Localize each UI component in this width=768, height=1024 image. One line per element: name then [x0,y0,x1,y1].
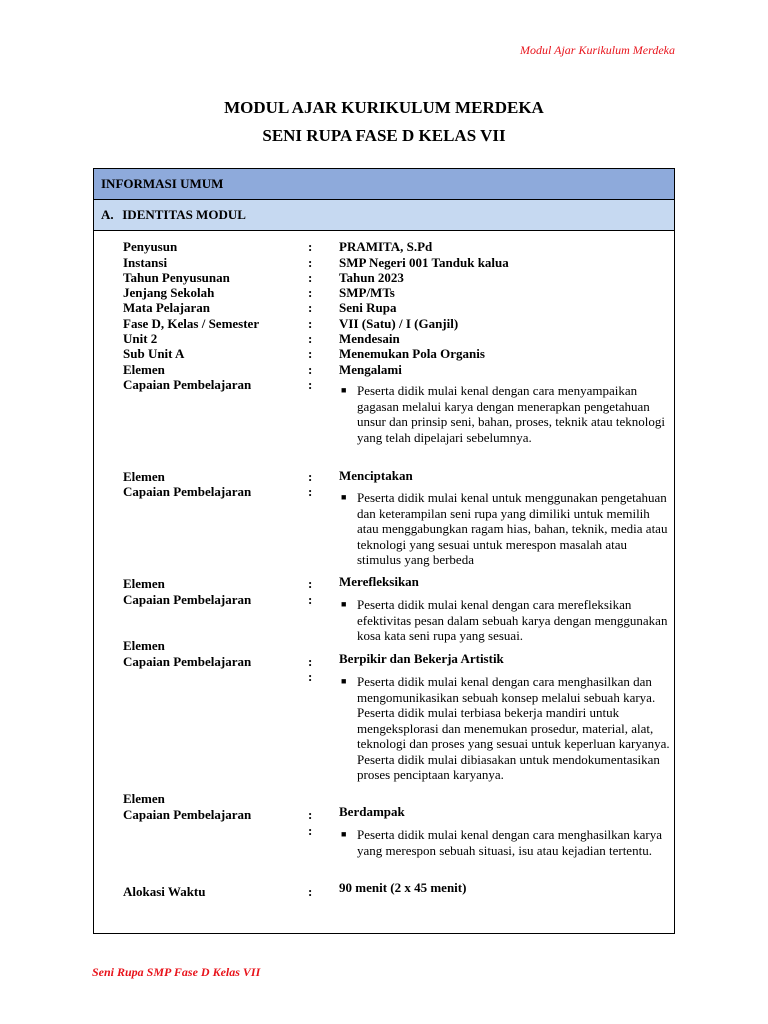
field-colon: : [308,592,313,607]
field-colon: : [308,484,313,499]
cp-label: Capaian Pembelajaran [123,592,252,607]
field-value: VII (Satu) / I (Ganjil) [339,316,459,331]
bullet-icon: ■ [341,492,347,502]
cp-label: Capaian Pembelajaran [123,377,252,392]
field-label: Jenjang Sekolah [123,285,215,300]
cp-text: Peserta didik mulai kenal dengan cara menyampaikan gagasan melalui karya dengan menerapkan pengetahuan unsur dan prinsip seni, bahan, proses, teknik atau teknologi yang telah dipelajari sebelumnya. [357,383,665,445]
section-module-identity [94,200,674,231]
field-value: Seni Rupa [339,300,397,315]
field-colon: : [308,239,313,254]
field-value: PRAMITA, S.Pd [339,239,433,254]
elemen-value: Berpikir dan Bekerja Artistik [339,651,504,666]
field-colon: : [308,669,313,684]
title-line-2: SENI RUPA FASE D KELAS VII [262,126,506,145]
elemen-label: Elemen [123,576,165,591]
document-title [0,94,768,150]
module-info-box [93,168,675,934]
field-label: Sub Unit A [123,346,185,361]
field-colon: : [308,255,313,270]
bullet-icon: ■ [341,385,347,395]
allocation-value: 90 menit (2 x 45 menit) [339,880,467,895]
elemen-value: Berdampak [339,804,405,819]
bullet-icon: ■ [341,676,347,686]
cp-text: Peserta didik mulai kenal dengan cara menghasilkan dan mengomunikasikan sebuah konsep melalui sebuah karya. Peserta didik mulai terbiasa bekerja mandiri untuk mengeksplorasi dan menemukan prosedur, material, alat, teknologi dan proses yang sesuai untuk keperluan karyanya. Peserta didik mulai dibiasakan untuk mendokumentasikan proses penciptaan karyanya. [357,674,670,782]
cp-label: Capaian Pembelajaran [123,484,252,499]
cp-bullet [339,827,674,858]
field-colon: : [308,469,313,484]
elemen-label: Elemen [123,362,165,377]
title-line-1: MODUL AJAR KURIKULUM MERDEKA [224,98,544,117]
field-colon: : [308,316,313,331]
bullet-icon: ■ [341,829,347,839]
field-label: Unit 2 [123,331,158,346]
section-general-info: INFORMASI UMUM [94,169,674,200]
field-label: Mata Pelajaran [123,300,211,315]
field-value: SMP Negeri 001 Tanduk kalua [339,255,509,270]
field-value: Menemukan Pola Organis [339,346,485,361]
section-label: IDENTITAS MODUL [122,207,246,222]
field-colon: : [308,807,313,822]
cp-bullet [339,597,674,644]
field-colon: : [308,346,313,361]
field-label: Fase D, Kelas / Semester [123,316,260,331]
elemen-value: Mengalami [339,362,402,377]
field-value: Mendesain [339,331,400,346]
field-value: Tahun 2023 [339,270,404,285]
cp-bullet [339,383,674,445]
field-colon: : [308,654,313,669]
footer-note: Seni Rupa SMP Fase D Kelas VII [92,965,261,979]
field-label: Tahun Penyusunan [123,270,230,285]
header-note: Modul Ajar Kurikulum Merdeka [520,43,675,57]
elemen-label: Elemen [123,791,165,806]
bullet-icon: ■ [341,599,347,609]
field-colon: : [308,362,313,377]
section-number: A. [101,207,114,222]
elemen-value: Merefleksikan [339,574,419,589]
cp-text: Peserta didik mulai kenal dengan cara menghasilkan karya yang merespon sebuah situasi, isu atau kejadian tertentu. [357,827,663,858]
field-colon: : [308,377,313,392]
allocation-label: Alokasi Waktu [123,884,206,899]
cp-text: Peserta didik mulai kenal untuk menggunakan pengetahuan dan keterampilan seni rupa yang dimiliki untuk memilih atau menggabungkan ragam hias, bahan, teknik, media atau teknologi yang sesuai untuk merespon masalah atau stimulus yang berbeda [357,490,668,567]
elemen-label: Elemen [123,469,165,484]
field-colon: : [308,270,313,285]
field-value: SMP/MTs [339,285,395,300]
cp-label: Capaian Pembelajaran [123,807,252,822]
elemen-label: Elemen [123,638,165,653]
field-colon: : [308,285,313,300]
field-colon: : [308,576,313,591]
field-colon: : [308,300,313,315]
field-colon: : [308,823,313,838]
cp-bullet [339,674,674,783]
cp-bullet [339,490,674,568]
field-label: Penyusun [123,239,178,254]
elemen-value: Menciptakan [339,468,413,483]
field-label: Instansi [123,255,168,270]
cp-label: Capaian Pembelajaran [123,654,252,669]
field-colon: : [308,331,313,346]
cp-text: Peserta didik mulai kenal dengan cara merefleksikan efektivitas pesan dalam sebuah karya dengan menggunakan kosa kata seni rupa yang sesuai. [357,597,668,643]
field-colon: : [308,884,313,899]
